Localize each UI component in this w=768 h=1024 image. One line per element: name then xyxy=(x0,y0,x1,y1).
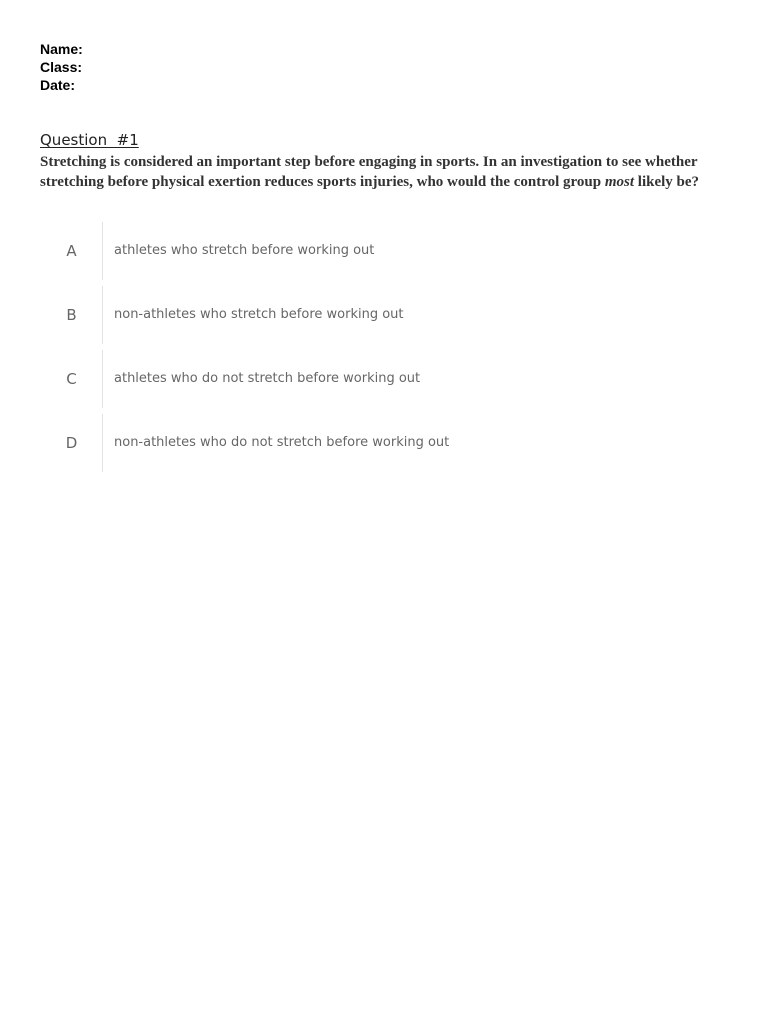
answer-letter: A xyxy=(40,222,103,280)
answer-letter: D xyxy=(40,414,103,472)
date-label: Date: xyxy=(40,77,76,93)
answer-option-d[interactable] xyxy=(40,414,720,472)
answer-letter: C xyxy=(40,350,103,408)
answer-list xyxy=(40,222,720,472)
answer-option-a[interactable] xyxy=(40,222,720,280)
answer-text: athletes who do not stretch before working out xyxy=(114,370,421,386)
student-info-block xyxy=(40,40,720,94)
question-text xyxy=(40,153,710,192)
answer-option-c[interactable] xyxy=(40,350,720,408)
answer-text: non-athletes who stretch before working out xyxy=(114,306,404,322)
answer-text: athletes who stretch before working out xyxy=(114,242,375,258)
question-text-emphasis: most xyxy=(604,173,635,190)
answer-letter: B xyxy=(40,286,103,344)
name-label: Name: xyxy=(40,41,83,57)
class-label: Class: xyxy=(40,59,83,75)
worksheet-page xyxy=(40,40,720,478)
question-text-main: Stretching is considered an important step before engaging in sports. In an investigation to see whether stretching before physical exertion reduces sports injuries, who would the control group xyxy=(40,154,698,190)
question-heading: Question #1 xyxy=(40,131,139,149)
question-text-end: likely be? xyxy=(634,173,700,190)
answer-option-b[interactable] xyxy=(40,286,720,344)
answer-text: non-athletes who do not stretch before working out xyxy=(114,434,450,450)
